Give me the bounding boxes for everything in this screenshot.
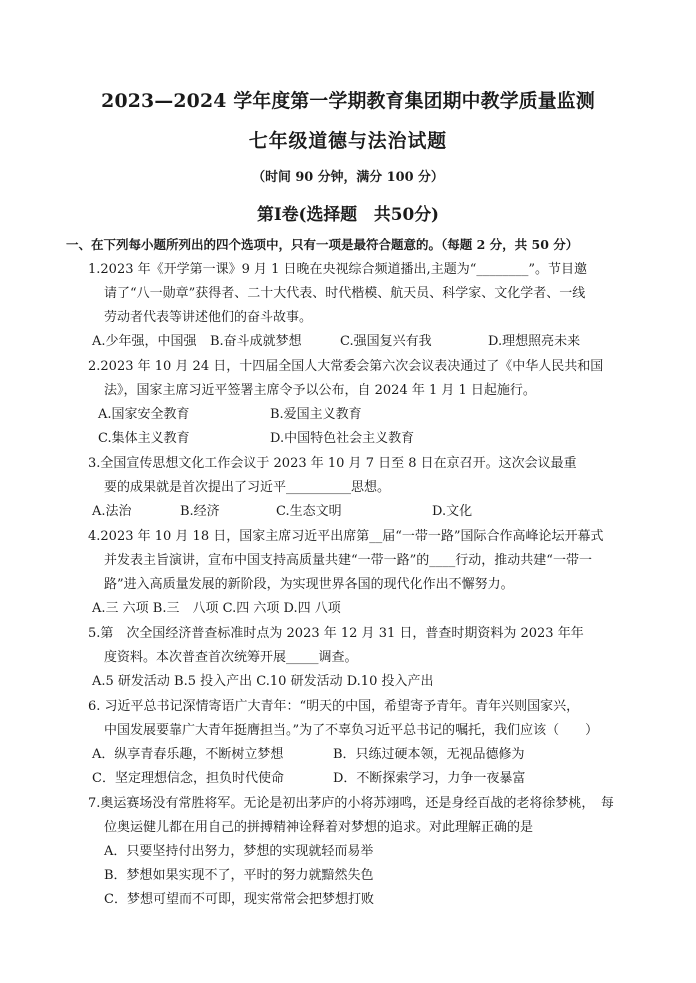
question-6-line-1: 6. 习近平总书记深情寄语广大青年：“明天的中国，希望寄予青年。青年兴则国家兴， — [88, 699, 580, 714]
question-1-option-a: A.少年强，中国强 — [92, 334, 197, 349]
question-2-option-b: B.爱国主义教育 — [270, 407, 362, 422]
question-3-line-2: 要的成果就是首次提出了习近平__________思想。 — [104, 480, 391, 495]
question-6-option-c: C．坚定理想信念，担负时代使命 — [92, 771, 284, 786]
question-6-line-2: 中国发展要靠广大青年挺膺担当。”为了不辜负习近平总书记的嘱托，我们应该（ ） — [104, 723, 599, 738]
question-7-line-1: 7.奥运赛场没有常胜将军。无论是初出茅庐的小将苏翊鸣，还是身经百战的老将徐梦桃， 每 — [88, 796, 614, 811]
question-1-option-d: D.理想照亮未来 — [488, 334, 581, 349]
question-5-line-2: 度资料。本次普查首次统筹开展_____调查。 — [104, 650, 358, 665]
question-7-option-c: C．梦想可望而不可即，现实常常会把梦想打败 — [104, 892, 374, 907]
question-7-option-b: B．梦想如果实现不了，平时的努力就黯然失色 — [104, 868, 374, 883]
part-title: 第Ⅰ卷(选择题 共50分) — [256, 205, 440, 225]
question-1-line-1: 1.2023 年《开学第一课》9 月 1 日晚在央视综合频道播出,主题为“________”。节目邀 — [88, 262, 587, 277]
question-1-line-2: 请了“八一勋章”获得者、二十大代表、时代楷模、航天员、科学家、文化学者、一线 — [104, 286, 586, 301]
question-1-line-3: 劳动者代表等讲述他们的奋斗故事。 — [104, 310, 313, 325]
question-7-line-2: 位奥运健儿都在用自己的拼搏精神诠释着对梦想的追求。对此理解正确的是 — [104, 820, 534, 835]
question-4-line-3: 路”进入高质量发展的新阶段，为实现世界各国的现代化作出不懈努力。 — [104, 577, 514, 592]
question-6-option-d: D．不断探索学习，力争一夜暴富 — [333, 771, 526, 786]
exam-subtitle: 七年级道德与法治试题 — [248, 130, 448, 152]
question-7-option-a: A．只要坚持付出努力，梦想的实现就轻而易举 — [104, 844, 374, 859]
question-3-option-b: B.经济 — [180, 504, 220, 519]
question-5-options: A.5 研发活动 B.5 投入产出 C.10 研发活动 D.10 投入产出 — [92, 674, 434, 689]
question-2-option-d: D.中国特色社会主义教育 — [270, 431, 415, 446]
question-1-option-b: B.奋斗成就梦想 — [210, 334, 302, 349]
question-3-option-d: D.文化 — [432, 504, 473, 519]
question-4-line-1: 4.2023 年 10 月 18 日，国家主席习近平出席第__届“一带一路”国际合作高峰论坛开幕式 — [88, 529, 604, 544]
question-2-option-a: A.国家安全教育 — [98, 407, 190, 422]
question-4-options: A.三 六项 B.三 八项 C.四 六项 D.四 八项 — [92, 601, 341, 616]
section-instruction: 一、在下列每小题所列出的四个选项中，只有一项是最符合题意的。（每题 2 分，共 50 分） — [66, 237, 579, 252]
question-3-line-1: 3.全国宣传思想文化工作会议于 2023 年 10 月 7 日至 8 日在京召开。这次会议最重 — [88, 456, 577, 471]
question-6-option-a: A．纵享青春乐趣，不断树立梦想 — [92, 747, 284, 762]
question-1-option-c: C.强国复兴有我 — [340, 334, 432, 349]
question-5-line-1: 5.第 次全国经济普查标准时点为 2023 年 12 月 31 日，普查时期资料为 2023 年年 — [88, 626, 584, 641]
question-3-option-a: A.法治 — [92, 504, 132, 519]
question-4-line-2: 并发表主旨演讲，宣布中国支持高质量共建“一带一路”的____行动，推动共建“一带一 — [104, 553, 592, 568]
exam-title: 2023—2024 学年度第一学期教育集团期中教学质量监测 — [101, 90, 595, 112]
question-2-line-2: 法》，国家主席习近平签署主席令予以公布，自 2024 年 1 月 1 日起施行。 — [104, 383, 536, 398]
question-2-line-1: 2.2023 年 10 月 24 日，十四届全国人大常委会第六次会议表决通过了《中华人民共和国 — [88, 359, 604, 374]
question-6-option-b: B．只练过硬本领，无视品德修为 — [333, 747, 525, 762]
question-2-option-c: C.集体主义教育 — [98, 431, 190, 446]
question-3-option-c: C.生态文明 — [276, 504, 342, 519]
time-info: （时间 90 分钟，满分 100 分） — [252, 170, 444, 185]
